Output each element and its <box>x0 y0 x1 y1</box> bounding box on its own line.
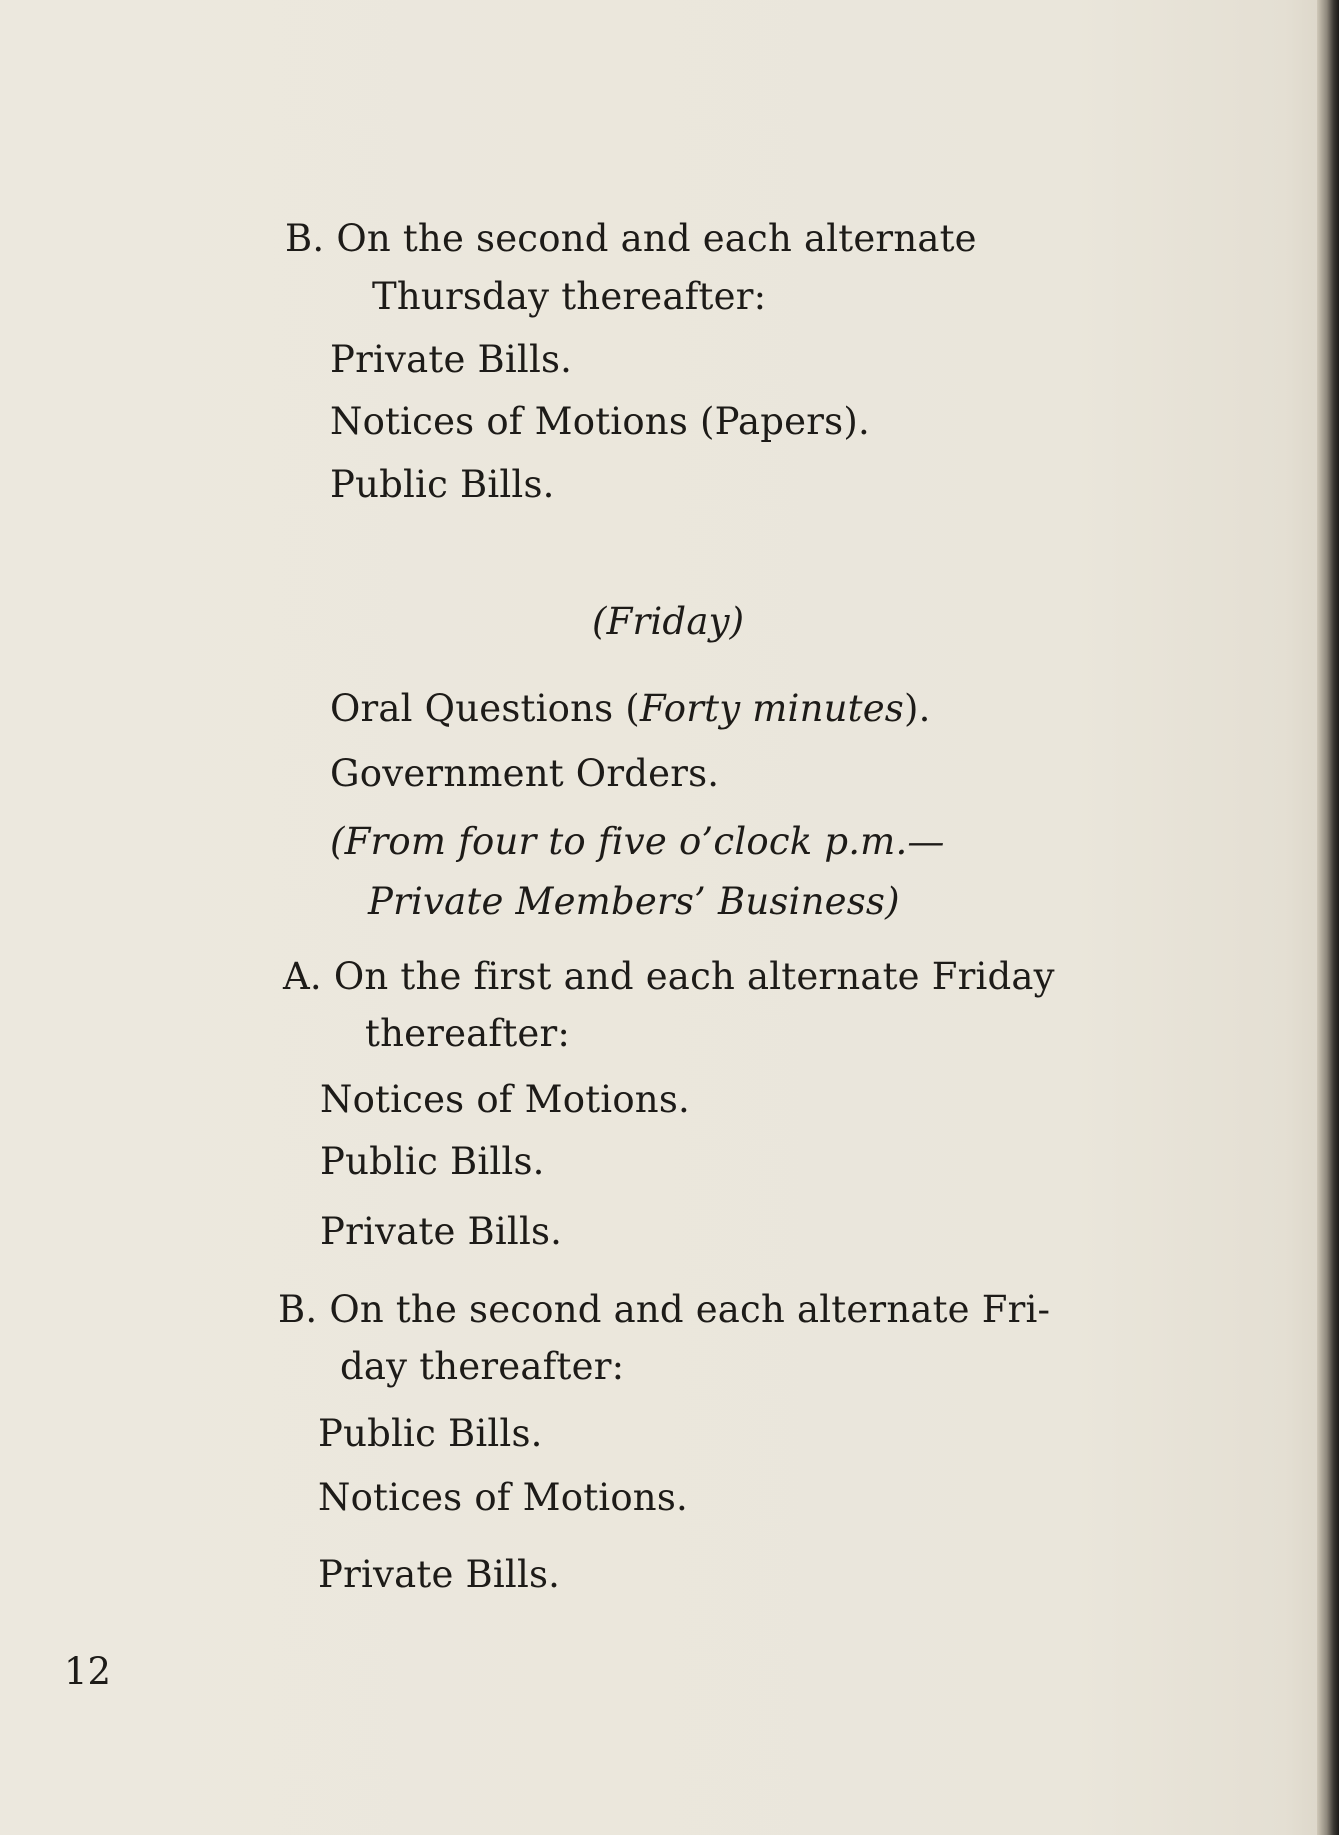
oral-questions-suffix: ). <box>904 687 931 730</box>
friday-a-item-3: Private Bills. <box>320 1210 563 1253</box>
friday-a-heading-cont: thereafter: <box>365 1012 571 1055</box>
thursday-b-heading <box>285 217 977 261</box>
thursday-b-item-1: Private Bills. <box>330 338 573 381</box>
friday-b-item-2: Notices of Motions. <box>318 1476 688 1519</box>
thursday-b-heading-text: On the second and each alternate <box>336 217 977 260</box>
friday-a-heading <box>283 955 1055 999</box>
friday-b-item-1: Public Bills. <box>318 1412 543 1455</box>
thursday-b-item-2: Notices of Motions (Papers). <box>330 400 870 443</box>
friday-day-label: (Friday) <box>592 600 745 643</box>
friday-b-item-3: Private Bills. <box>318 1553 561 1596</box>
thursday-b-item-3: Public Bills. <box>330 463 555 506</box>
private-members-note-line-1: (From four to five o’clock p.m.— <box>330 820 945 863</box>
oral-questions-line <box>330 687 931 731</box>
private-members-note-line-2: Private Members’ Business) <box>368 880 900 923</box>
page-number: 12 <box>64 1650 112 1693</box>
government-orders: Government Orders. <box>330 752 720 795</box>
oral-questions-duration: Forty minutes <box>639 687 904 730</box>
friday-b-heading-text: On the second and each alternate Fri- <box>329 1288 1051 1331</box>
friday-a-item-2: Public Bills. <box>320 1140 545 1183</box>
friday-a-item-1: Notices of Motions. <box>320 1078 690 1121</box>
friday-a-heading-text: On the first and each alternate Friday <box>333 955 1055 998</box>
oral-questions-prefix: Oral Questions ( <box>330 687 640 730</box>
friday-b-heading <box>278 1288 1050 1332</box>
thursday-b-heading-cont: Thursday thereafter: <box>372 275 767 318</box>
thursday-b-letter: B. <box>285 217 325 260</box>
page-edge-shadow <box>1317 0 1339 1835</box>
friday-b-heading-cont: day thereafter: <box>340 1345 625 1388</box>
friday-b-letter: B. <box>278 1288 318 1331</box>
friday-a-letter: A. <box>283 955 322 998</box>
